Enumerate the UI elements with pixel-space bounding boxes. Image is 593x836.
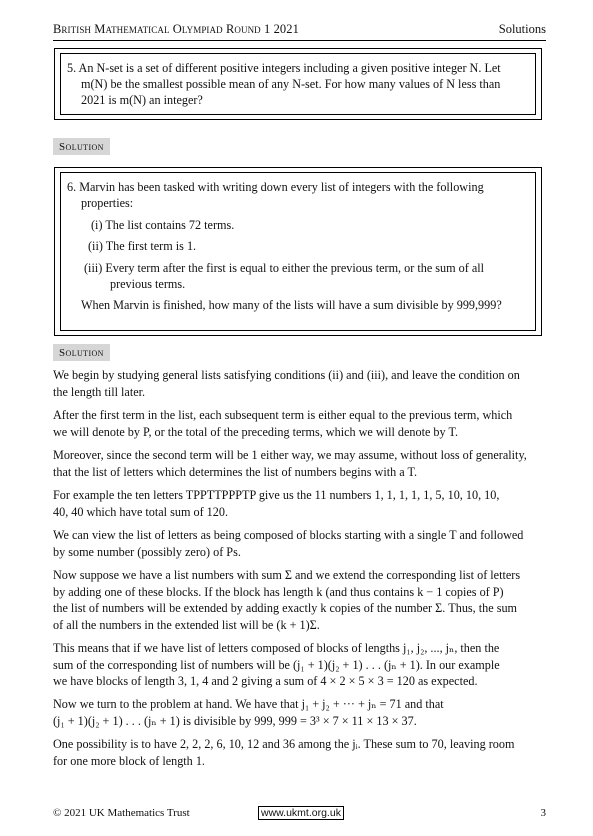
question-5-line: m(N) be the smallest possible mean of any N-set. For how many values of N less than [81, 77, 501, 91]
condition-iii-continued: previous terms. [110, 277, 186, 291]
footer-copyright: © 2021 UK Mathematics Trust [53, 807, 190, 819]
header-section: Solutions [498, 22, 546, 36]
question-5-line: 5. An N-set is a set of different positive integers including a given positive integer N. Let [67, 61, 501, 75]
solution-paragraph [53, 447, 546, 480]
paragraph-line: we have blocks of length 3, 1, 4 and 2 giving a sum of 4 × 2 × 5 × 3 = 120 as expected. [53, 674, 478, 688]
solution-paragraph [53, 527, 546, 560]
footer-page-number: 3 [540, 807, 546, 819]
paragraph-line: we will denote by P, or the total of the preceding terms, which we will denote by T. [53, 424, 459, 439]
question-6-inner-frame [60, 172, 536, 331]
solution-paragraph [53, 696, 546, 729]
solution-label: Solution [53, 344, 110, 361]
paragraph-line: Now we turn to the problem at hand. We have that j₁ + j₂ + ··· + jₙ = 71 and that [53, 697, 444, 711]
paragraph-line: for one more block of length 1. [53, 753, 205, 768]
paragraph-line: 40, 40 which have total sum of 120. [53, 504, 228, 519]
paragraph-line: that the list of letters which determines the list of numbers begins with a T. [53, 464, 418, 479]
question-6-box [54, 167, 542, 336]
question-5-line: 2021 is m(N) an integer? [81, 93, 203, 107]
question-6-intro-line: 6. Marvin has been tasked with writing down every list of integers with the following [67, 180, 484, 194]
footer-url-link[interactable]: www.ukmt.org.uk [258, 806, 344, 820]
paragraph-line: sum of the corresponding list of numbers will be (j₁ + 1)(j₂ + 1) . . . (jₙ + 1). In our example [53, 657, 500, 672]
paragraph-line: by adding one of these blocks. If the block has length k (and thus contains k − 1 copies of P) [53, 584, 504, 599]
question-6-intro-line: properties: [81, 196, 134, 210]
page-header [53, 22, 546, 40]
paragraph-line: For example the ten letters TPPTTPPPTP give us the 11 numbers 1, 1, 1, 1, 1, 5, 10, 10, 10, [53, 488, 500, 502]
solution-paragraph [53, 567, 546, 633]
paragraph-line: We begin by studying general lists satisfying conditions (ii) and (iii), and leave the condition on [53, 368, 520, 382]
condition-iii: (iii) Every term after the first is equal to either the previous term, or the sum of all [84, 261, 485, 275]
paragraph-line: Now suppose we have a list numbers with sum Σ and we extend the corresponding list of letters [53, 568, 521, 582]
condition-i: (i) The list contains 72 terms. [91, 218, 235, 232]
header-title: British Mathematical Olympiad Round 1 2021 [53, 22, 299, 36]
paragraph-line: the length till later. [53, 384, 146, 399]
paragraph-line: One possibility is to have 2, 2, 2, 6, 10, 12 and 36 among the jᵢ. These sum to 70, leaving room [53, 737, 515, 751]
paragraph-line: We can view the list of letters as being composed of blocks starting with a single T and followed [53, 528, 524, 542]
header-rule [53, 40, 546, 41]
question-6-question: When Marvin is finished, how many of the lists will have a sum divisible by 999,999? [81, 298, 502, 312]
question-5-box [54, 48, 542, 120]
paragraph-line: After the first term in the list, each subsequent term is either equal to the previous term, which [53, 408, 513, 422]
solution-paragraph [53, 736, 546, 769]
solution-paragraph [53, 407, 546, 440]
paragraph-line: Moreover, since the second term will be 1 either way, we may assume, without loss of generality, [53, 448, 527, 462]
paragraph-line: This means that if we have list of letters composed of blocks of lengths j₁, j₂, ..., jₙ, then the [53, 641, 500, 655]
question-5-inner-frame [60, 53, 536, 115]
paragraph-line: by some number (possibly zero) of Ps. [53, 544, 241, 559]
paragraph-line: (j₁ + 1)(j₂ + 1) . . . (jₙ + 1) is divisible by 999, 999 = 3³ × 7 × 11 × 13 × 37. [53, 713, 417, 728]
solution-paragraph [53, 640, 546, 690]
paragraph-line: the list of numbers will be extended by adding exactly k copies of the number Σ. Thus, the sum [53, 601, 518, 615]
solution-paragraph [53, 487, 546, 520]
solution-label: Solution [53, 138, 110, 155]
paragraph-line: of all the numbers in the extended list will be (k + 1)Σ. [53, 617, 320, 632]
condition-ii: (ii) The first term is 1. [88, 239, 197, 253]
solution-paragraph [53, 367, 546, 400]
